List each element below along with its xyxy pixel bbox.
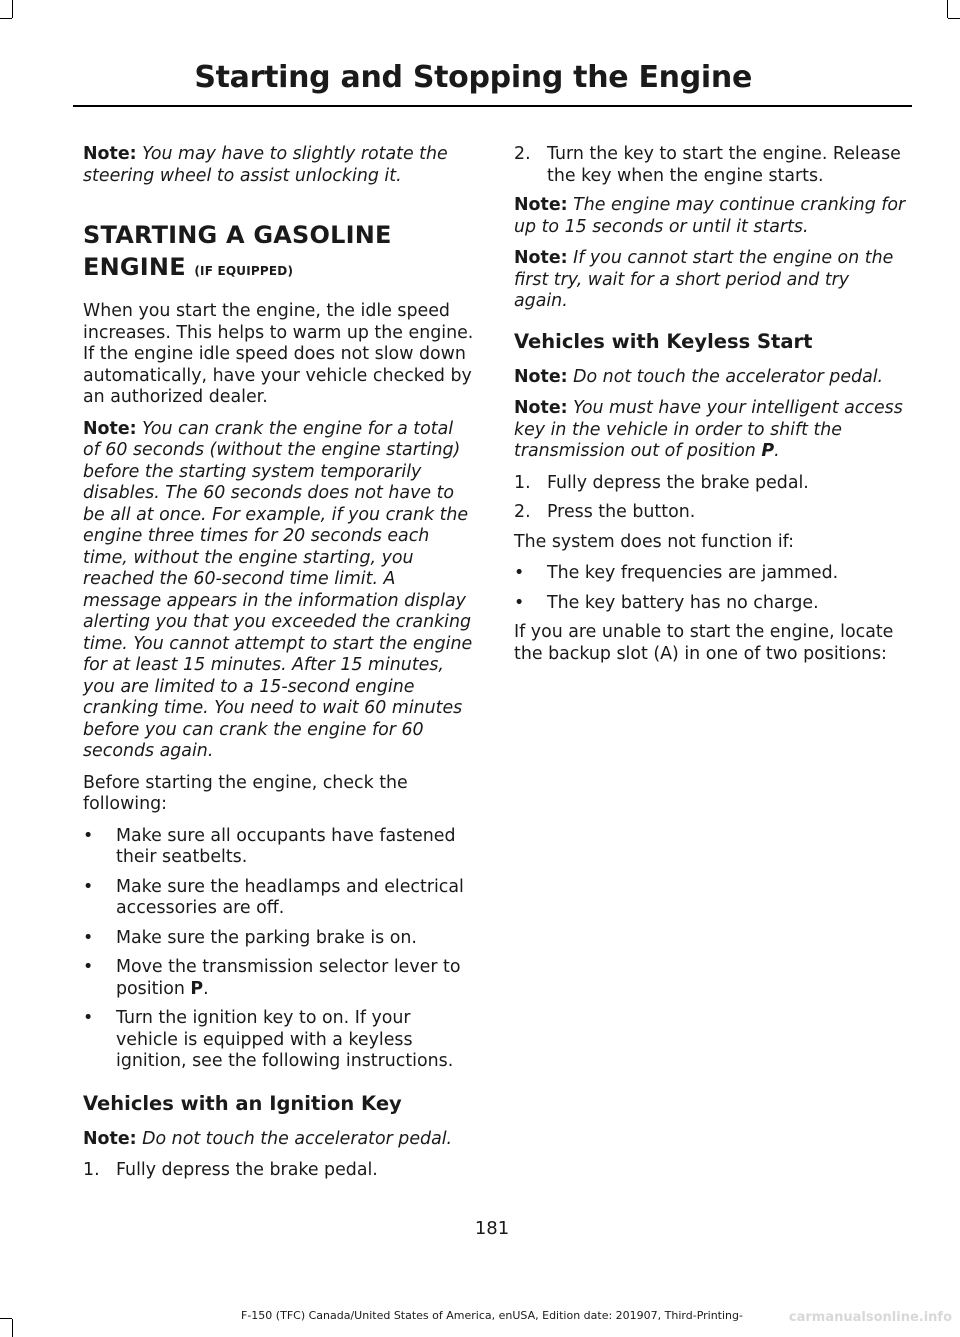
page-number: 181 xyxy=(474,1218,510,1239)
right-column xyxy=(514,144,908,675)
note-text: Do not touch the accelerator pedal. xyxy=(142,1128,453,1149)
list-item-text: Make sure the parking brake is on. xyxy=(116,927,417,948)
position-letter: P xyxy=(190,978,204,999)
list-item xyxy=(83,928,475,950)
note-tail: . xyxy=(774,441,780,461)
list-item-text: Press the button. xyxy=(547,502,696,522)
list-item xyxy=(83,1160,475,1182)
list-item xyxy=(83,1008,475,1073)
list-item-tail: . xyxy=(203,978,209,999)
note-label: Note: xyxy=(514,366,568,387)
checklist-intro: Before starting the engine, check the following: xyxy=(83,772,408,814)
list-item xyxy=(83,826,475,869)
note-text: If you cannot start the engine on the first try, wait for a short period and try again. xyxy=(514,248,894,311)
crop-mark-top-left xyxy=(12,0,13,18)
note-cranking-time xyxy=(514,195,908,238)
header-divider xyxy=(73,105,912,107)
section-heading-main: STARTING A GASOLINE ENGINE xyxy=(83,221,392,281)
list-item-text: Make sure all occupants have fastened their seatbelts. xyxy=(116,825,456,867)
note-label: Note: xyxy=(83,1128,137,1149)
note-label: Note: xyxy=(83,144,137,164)
list-item xyxy=(83,877,475,920)
note-text: The engine may continue cranking for up to 15 seconds or until it starts. xyxy=(514,195,906,237)
bullet-marker: • xyxy=(514,563,525,583)
crop-mark-top-right-h xyxy=(948,18,960,19)
list-item-text: Move the transmission selector lever to position xyxy=(116,957,461,999)
note-cranking xyxy=(83,419,475,763)
note-accelerator xyxy=(83,1129,475,1151)
note-text: Do not touch the accelerator pedal. xyxy=(573,366,884,387)
list-item-text: Fully depress the brake pedal. xyxy=(116,1160,378,1180)
list-item xyxy=(514,473,908,495)
list-item xyxy=(514,593,908,615)
step-number: 1. xyxy=(514,472,531,493)
bullet-marker: • xyxy=(83,876,94,897)
note-label: Note: xyxy=(83,418,137,439)
note-accelerator xyxy=(514,367,908,389)
note-steering xyxy=(83,144,475,187)
bullet-marker: • xyxy=(83,927,94,948)
list-item-text: Fully depress the brake pedal. xyxy=(547,472,809,493)
list-item xyxy=(514,502,908,524)
edition-footer: F-150 (TFC) Canada/United States of America, enUSA, Edition date: 201907, Third-Printing- xyxy=(241,1309,743,1322)
note-text: You must have your intelligent access key in the vehicle in order to shift the transmission out of position xyxy=(514,398,903,461)
subheading-ignition-key: Vehicles with an Ignition Key xyxy=(83,1091,402,1115)
note-label: Note: xyxy=(514,195,568,215)
page-title: Starting and Stopping the Engine xyxy=(194,60,752,95)
left-column xyxy=(83,144,475,1190)
step-number: 2. xyxy=(514,144,531,164)
note-retry xyxy=(514,248,908,313)
note-label: Note: xyxy=(514,248,568,268)
bullet-marker: • xyxy=(83,825,94,846)
condition-intro: The system does not function if: xyxy=(514,531,795,552)
list-item-text: Make sure the headlamps and electrical accessories are off. xyxy=(116,876,464,918)
backup-slot-paragraph: If you are unable to start the engine, locate the backup slot (A) in one of two positions: xyxy=(514,622,894,664)
list-item xyxy=(514,563,908,585)
list-item-text: The key battery has no charge. xyxy=(547,592,819,613)
section-heading xyxy=(83,219,475,287)
list-item-text: Turn the ignition key to on. If your vehicle is equipped with a keyless ignition, see the following instructions. xyxy=(116,1008,454,1071)
crop-mark-top-left-h xyxy=(0,18,12,19)
list-item xyxy=(83,957,475,1000)
step-number: 2. xyxy=(514,502,531,522)
list-item-text: The key frequencies are jammed. xyxy=(547,563,839,583)
subheading-keyless-start: Vehicles with Keyless Start xyxy=(514,329,813,353)
intro-paragraph: When you start the engine, the idle speed increases. This helps to warm up the engine. If the engine idle speed does not slow down automatically, have your vehicle checked by an authorized dealer. xyxy=(83,301,474,407)
list-item-text: Turn the key to start the engine. Release the key when the engine starts. xyxy=(547,144,901,186)
position-letter: P xyxy=(761,441,775,461)
note-access-key xyxy=(514,398,908,463)
section-heading-suffix: (IF EQUIPPED) xyxy=(194,264,294,278)
list-item xyxy=(514,144,908,187)
note-text: You can crank the engine for a total of 60 seconds (without the engine starting) before the starting system temporarily disables. The 60 seconds does not have to be all at once. For example, if you crank the engine three times for 20 seconds each time, without the engine starting, you reached the 60-second time limit. A message appears in the information display alerting you that you exceeded the cranking time. You cannot attempt to start the engine for at least 15 minutes. After 15 minutes, you are limited to a 15-second engine cranking time. You need to wait 60 minutes before you can crank the engine for 60 seconds again. xyxy=(83,418,473,761)
bullet-marker: • xyxy=(83,1008,94,1028)
note-text: You may have to slightly rotate the steering wheel to assist unlocking it. xyxy=(83,144,448,186)
watermark: carmanualsonline.info xyxy=(788,1310,952,1325)
note-label: Note: xyxy=(514,398,568,418)
bullet-marker: • xyxy=(514,592,525,613)
step-number: 1. xyxy=(83,1160,100,1180)
bullet-marker: • xyxy=(83,957,94,977)
crop-mark-top-right xyxy=(947,0,948,18)
